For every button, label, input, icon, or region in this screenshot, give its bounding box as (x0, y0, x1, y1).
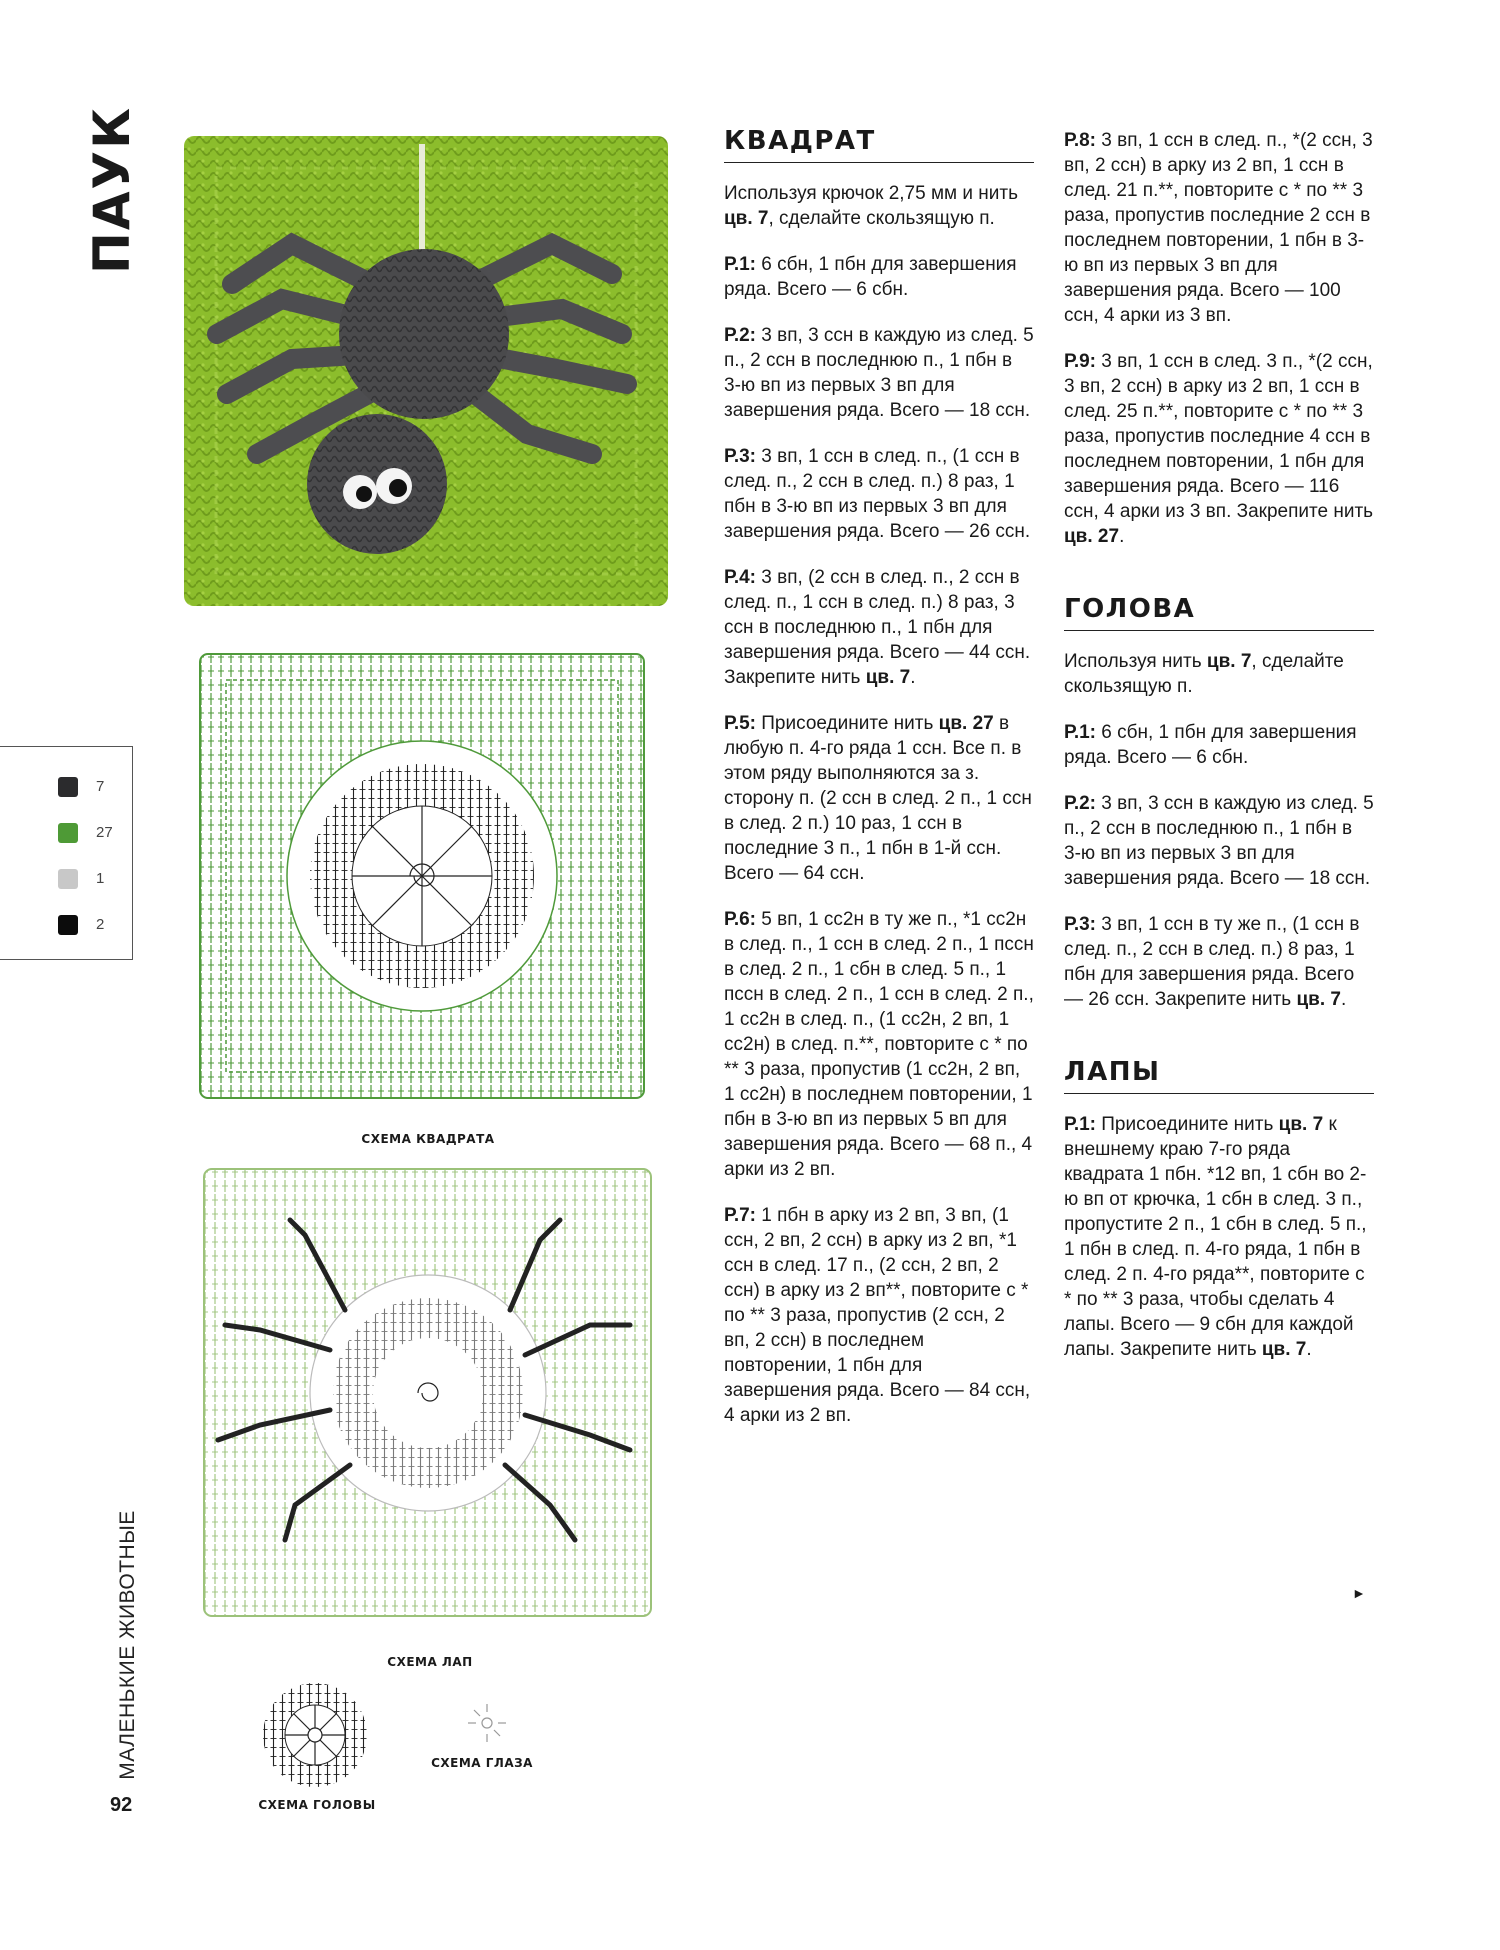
legend-number: 7 (96, 778, 105, 795)
square-intro: Используя крючок 2,75 мм и нить цв. 7, сделайте скользящую п. (724, 183, 1018, 229)
legend-number: 27 (96, 824, 113, 841)
legend-number: 2 (96, 916, 105, 933)
eye-chart-caption: СХЕМА ГЛАЗА (431, 1756, 533, 1770)
legs-chart-caption: СХЕМА ЛАП (387, 1655, 473, 1669)
head-heading: ГОЛОВА (1064, 592, 1374, 631)
legend-item (58, 913, 128, 937)
color-swatch (58, 869, 78, 889)
square-row-2: Р.2: 3 вп, 3 ссн в каждую из след. 5 п., 2 ссн в последнюю п., 1 пбн в 3-ю вп из первых 3 вп для завершения ряда. Всего — 18 ссн. (724, 325, 1034, 421)
eye-chart-diagram (462, 1698, 512, 1748)
head-chart-caption: СХЕМА ГОЛОВЫ (258, 1798, 376, 1812)
legs-chart-diagram (200, 1165, 655, 1620)
color-legend (0, 746, 133, 960)
continue-arrow-icon: ► (1352, 1585, 1366, 1601)
legend-item (58, 775, 128, 799)
square-heading: КВАДРАТ (724, 124, 1034, 163)
square-row-8: Р.8: 3 вп, 1 ссн в след. п., *(2 ссн, 3 вп, 2 ссн) в арку из 2 вп, 1 ссн в след. 21 п.**, повторите с * по ** 3 раза, пропустив последние 2 ссн в последнем повторении, 1 пбн в 3-ю вп из первых 3 вп для завершения ряда. Всего — 100 ссн, 4 арки из 3 вп. (1064, 130, 1373, 326)
right-column-instructions (1064, 128, 1374, 1383)
square-row-1: Р.1: 6 сбн, 1 пбн для завершения ряда. Всего — 6 сбн. (724, 254, 1017, 300)
page-number: 92 (110, 1794, 133, 1816)
head-row-2: Р.2: 3 вп, 3 ссн в каждую из след. 5 п., 2 ссн в последнюю п., 1 пбн в 3-ю вп из первых 3 вп для завершения ряда. Всего — 18 ссн. (1064, 793, 1374, 889)
head-intro: Используя нить цв. 7, сделайте скользящую п. (1064, 651, 1344, 697)
legend-item (58, 867, 128, 891)
square-chart-caption: СХЕМА КВАДРАТА (361, 1132, 495, 1146)
legend-item (58, 821, 128, 845)
color-swatch (58, 777, 78, 797)
head-row-1: Р.1: 6 сбн, 1 пбн для завершения ряда. Всего — 6 сбн. (1064, 722, 1357, 768)
square-chart-diagram (196, 650, 648, 1102)
color-swatch (58, 823, 78, 843)
spider-body (339, 249, 509, 419)
square-row-5: Р.5: Присоедините нить цв. 27 в любую п. 4-го ряда 1 ссн. Все п. в этом ряду выполняются за з. сторону п. (2 ссн в след. 2 п., 1 ссн в след. 2 п.) 10 раз, 1 ссн в последние 3 п., 1 пбн в 1-й ссн. Всего — 64 ссн. (724, 713, 1032, 884)
square-instructions (724, 124, 1034, 1449)
page-title: ПАУК (83, 106, 141, 274)
spider-square-photo (182, 134, 670, 608)
square-row-9: Р.9: 3 вп, 1 ссн в след. 3 п., *(2 ссн, 3 вп, 2 ссн) в арку из 2 вп, 1 ссн в след. 25 п.**, повторите с * по ** 3 раза, пропустив последние 4 ссн в последнем повторении, 1 пбн для завершения ряда. Всего — 116 ссн, 4 арки из 3 вп. Закрепите нить цв. 27. (1064, 351, 1374, 547)
legend-number: 1 (96, 870, 105, 887)
legs-heading: ЛАПЫ (1064, 1055, 1374, 1094)
legs-row-1: Р.1: Присоедините нить цв. 7 к внешнему краю 7-го ряда квадрата 1 пбн. *12 вп, 1 сбн во 2-ю вп от крючка, 1 сбн в след. 3 п., пропустите 2 п., 1 сбн в след. 5 п., 1 пбн в след. п. 4-го ряда, 1 пбн в след. 2 п. 4-го ряда**, повторите с * по ** 3 раза, чтобы сделать 4 лапы. Всего — 9 сбн для каждой лапы. Закрепите нить цв. 7. (1064, 1114, 1367, 1360)
head-chart-diagram (260, 1680, 370, 1790)
head-row-3: Р.3: 3 вп, 1 ссн в ту же п., (1 ссн в след. п., 2 ссн в след. п.) 8 раз, 1 пбн для завершения ряда. Всего — 26 ссн. Закрепите нить цв. 7. (1064, 914, 1360, 1010)
square-row-4: Р.4: 3 вп, (2 ссн в след. п., 2 ссн в след. п., 1 ссн в след. п.) 8 раз, 3 ссн в последнюю п., 1 пбн для завершения ряда. Всего — 44 ссн. Закрепите нить цв. 7. (724, 567, 1031, 688)
section-footer: МАЛЕНЬКИЕ ЖИВОТНЫЕ (116, 1510, 139, 1780)
square-row-6: Р.6: 5 вп, 1 сс2н в ту же п., *1 сс2н в след. п., 1 ссн в след. 2 п., 1 пссн в след. 2 п., 1 сбн в след. 5 п., 1 пссн в след. 2 п., 1 ссн в след. 2 п., 1 сс2н в след. п., (1 сс2н, 2 вп, 1 сс2н) в след. п.**, повторите с * по ** 3 раза, пропустив (1 сс2н, 2 вп, 1 сс2н) в последнем повторении, 1 пбн в 3-ю вп из первых 5 вп для завершения ряда. Всего — 68 п., 4 арки из 2 вп. (724, 909, 1034, 1180)
square-row-7: Р.7: 1 пбн в арку из 2 вп, 3 вп, (1 ссн, 2 вп, 2 ссн) в арку из 2 вп, *1 ссн в след. 17 п., (2 ссн, 2 вп, 2 ссн) в арку из 2 вп**, повторите с * по ** 3 раза, пропустив (2 ссн, 2 вп, 2 ссн) в последнем повторении, 1 пбн для завершения ряда. Всего — 84 ссн, 4 арки из 2 вп. (724, 1205, 1031, 1426)
square-row-3: Р.3: 3 вп, 1 ссн в след. п., (1 ссн в след. п., 2 ссн в след. п.) 8 раз, 1 пбн в 3-ю вп из первых 3 вп для завершения ряда. Всего — 26 ссн. (724, 446, 1031, 542)
color-swatch (58, 915, 78, 935)
